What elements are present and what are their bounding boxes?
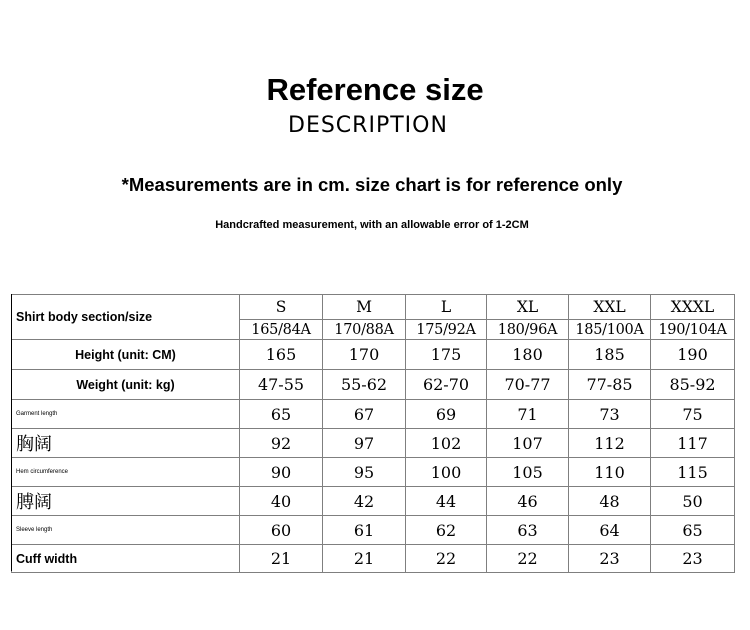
- table-row: [12, 487, 735, 516]
- table-cell: 170: [323, 340, 406, 370]
- table-cell: 55-62: [323, 370, 406, 400]
- size-chart-table: [11, 294, 735, 573]
- row-label: Height (unit: CM): [12, 340, 240, 370]
- table-cell: 69: [406, 400, 487, 429]
- table-cell: 22: [406, 545, 487, 573]
- table-cell: 21: [323, 545, 406, 573]
- table-cell: 85-92: [651, 370, 735, 400]
- table-cell: 185: [569, 340, 651, 370]
- table-cell: 115: [651, 458, 735, 487]
- table-cell: 64: [569, 516, 651, 545]
- size-header-cell: L: [406, 295, 487, 320]
- corner-label: Shirt body section/size: [12, 295, 240, 340]
- size-code-cell: 170/88A: [323, 320, 406, 340]
- table-cell: 42: [323, 487, 406, 516]
- row-label: Cuff width: [12, 545, 240, 573]
- table-row: [12, 516, 735, 545]
- table-cell: 180: [487, 340, 569, 370]
- page-subtitle: DESCRIPTION: [288, 113, 448, 138]
- row-label: Hem circumference: [12, 458, 240, 487]
- table-row: [12, 340, 735, 370]
- table-row: [12, 458, 735, 487]
- table-cell: 47-55: [240, 370, 323, 400]
- size-header-cell: M: [323, 295, 406, 320]
- measurement-note: *Measurements are in cm. size chart is for reference only: [121, 174, 623, 195]
- size-code-cell: 175/92A: [406, 320, 487, 340]
- size-code-cell: 190/104A: [651, 320, 735, 340]
- size-header-cell: S: [240, 295, 323, 320]
- table-cell: 40: [240, 487, 323, 516]
- table-left-border: [11, 294, 12, 571]
- table-row: [12, 545, 735, 573]
- table-cell: 65: [240, 400, 323, 429]
- table-cell: 23: [569, 545, 651, 573]
- table-cell: 23: [651, 545, 735, 573]
- table-cell: 21: [240, 545, 323, 573]
- table-cell: 22: [487, 545, 569, 573]
- page-title: Reference size: [266, 72, 484, 107]
- table-cell: 107: [487, 429, 569, 458]
- table-cell: 175: [406, 340, 487, 370]
- table-cell: 71: [487, 400, 569, 429]
- table-cell: 117: [651, 429, 735, 458]
- table-cell: 92: [240, 429, 323, 458]
- table-row: [12, 429, 735, 458]
- table-cell: 70-77: [487, 370, 569, 400]
- table-cell: 90: [240, 458, 323, 487]
- size-code-cell: 185/100A: [569, 320, 651, 340]
- table-cell: 100: [406, 458, 487, 487]
- table-cell: 65: [651, 516, 735, 545]
- table-cell: 102: [406, 429, 487, 458]
- table-row: [12, 400, 735, 429]
- table-cell: 190: [651, 340, 735, 370]
- size-code-cell: 180/96A: [487, 320, 569, 340]
- table-cell: 110: [569, 458, 651, 487]
- row-label: 膊阔: [12, 487, 240, 516]
- size-code-cell: 165/84A: [240, 320, 323, 340]
- table-cell: 48: [569, 487, 651, 516]
- table-cell: 165: [240, 340, 323, 370]
- table-cell: 62: [406, 516, 487, 545]
- table-cell: 75: [651, 400, 735, 429]
- table-cell: 95: [323, 458, 406, 487]
- table-cell: 63: [487, 516, 569, 545]
- table-cell: 46: [487, 487, 569, 516]
- size-header-cell: XL: [487, 295, 569, 320]
- table-cell: 112: [569, 429, 651, 458]
- size-header-row: [12, 295, 735, 320]
- table-cell: 60: [240, 516, 323, 545]
- row-label: Sleeve length: [12, 516, 240, 545]
- table-cell: 73: [569, 400, 651, 429]
- size-header-cell: XXL: [569, 295, 651, 320]
- error-note: Handcrafted measurement, with an allowable error of 1-2CM: [215, 219, 529, 231]
- table-cell: 97: [323, 429, 406, 458]
- row-label: Garment length: [12, 400, 240, 429]
- size-header-cell: XXXL: [651, 295, 735, 320]
- row-label: Weight (unit: kg): [12, 370, 240, 400]
- table-cell: 62-70: [406, 370, 487, 400]
- table-cell: 50: [651, 487, 735, 516]
- table-cell: 67: [323, 400, 406, 429]
- table-row: [12, 370, 735, 400]
- table-cell: 77-85: [569, 370, 651, 400]
- table-cell: 44: [406, 487, 487, 516]
- table-cell: 61: [323, 516, 406, 545]
- table-cell: 105: [487, 458, 569, 487]
- row-label: 胸阔: [12, 429, 240, 458]
